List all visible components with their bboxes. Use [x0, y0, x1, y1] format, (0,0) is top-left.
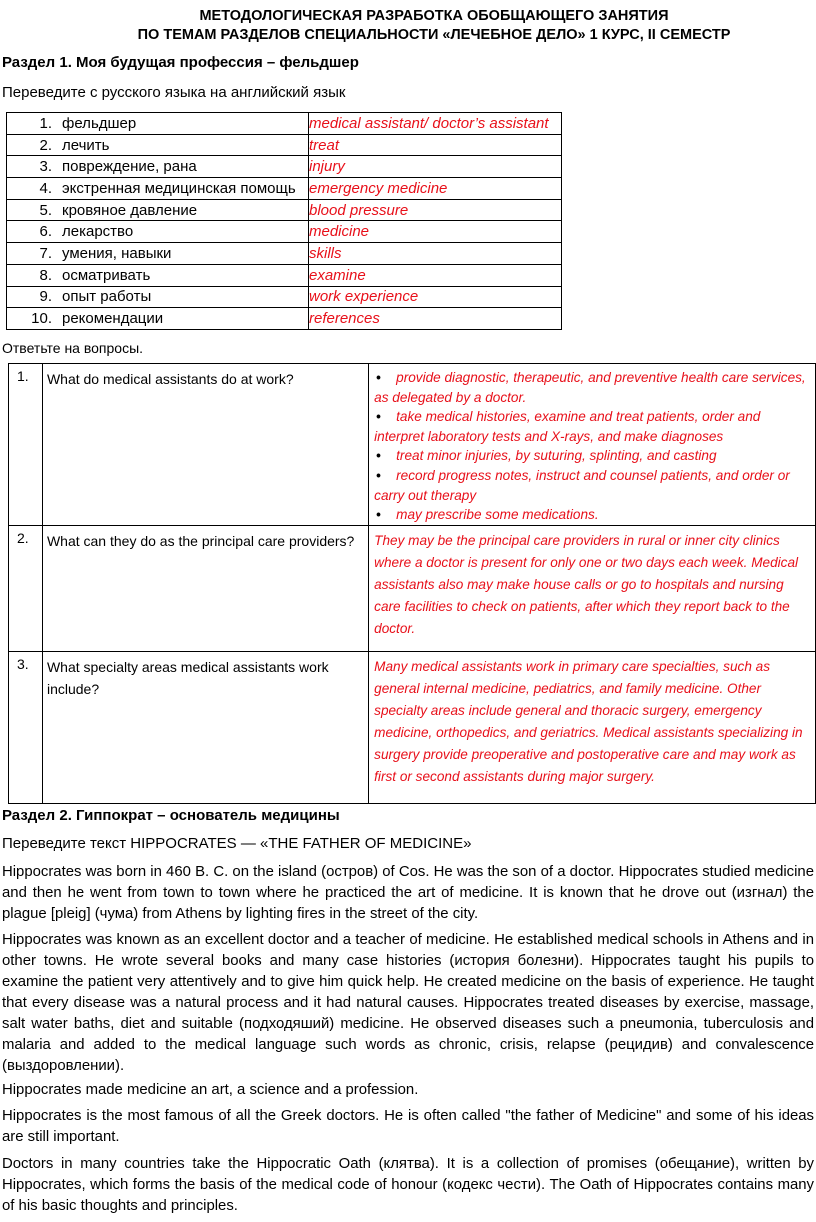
vocab-english-translation: references [309, 308, 562, 330]
question-text: What specialty areas medical assistants work include? [42, 651, 368, 803]
question-number: 2. [9, 525, 43, 651]
questions-instruction: Ответьте на вопросы. [2, 340, 144, 356]
vocab-russian-term: осматривать [56, 264, 309, 286]
vocab-row [7, 286, 562, 308]
vocab-english-translation: medical assistant/ doctor’s assistant [309, 113, 562, 135]
answer-text: They may be the principal care providers in rural or inner city clinics where a doctor is present for only one or two days each week. Medical assistants also may make house calls or go to hospitals and nursing care facilities to check on patients, after which they report back to the doctor. [369, 525, 816, 651]
vocab-number: 9. [7, 286, 57, 308]
document-title-line-2: ПО ТЕМАМ РАЗДЕЛОВ СПЕЦИАЛЬНОСТИ «ЛЕЧЕБНОЕ ДЕЛО» 1 КУРС, II СЕМЕСТР [137, 27, 731, 43]
question-number: 1. [9, 364, 43, 526]
vocab-english-translation: injury [309, 156, 562, 178]
section-1-heading: Раздел 1. Моя будущая профессия – фельдшер [2, 54, 359, 71]
vocab-english-translation: work experience [309, 286, 562, 308]
vocab-row [7, 156, 562, 178]
vocab-number: 10. [7, 308, 57, 330]
question-row [9, 651, 816, 803]
vocab-english-translation: medicine [309, 221, 562, 243]
vocab-russian-term: лечить [56, 134, 309, 156]
section-1-instruction: Переведите с русского языка на английский язык [2, 84, 346, 101]
answer-bullet: • take medical histories, examine and treat patients, order and interpret laboratory tests and X-rays, and make diagnoses [374, 407, 813, 446]
question-number: 3. [9, 651, 43, 803]
answer-bullet: • treat minor injuries, by suturing, splinting, and casting [374, 446, 813, 466]
vocab-russian-term: умения, навыки [56, 243, 309, 265]
vocab-russian-term: кровяное давление [56, 199, 309, 221]
vocab-english-translation: blood pressure [309, 199, 562, 221]
text-paragraph: Doctors in many countries take the Hippocratic Oath (клятва). It is a collection of promises (обещание), written by Hippocrates, which forms the basis of the medical code of honour (кодекс чести). The Oath of Hippocrates contains many of his basic thoughts and principles. [2, 1156, 814, 1214]
vocab-russian-term: фельдшер [56, 113, 309, 135]
questions-table [8, 363, 816, 804]
vocab-number: 5. [7, 199, 57, 221]
answer-bullet-list [374, 368, 813, 525]
vocab-english-translation: treat [309, 134, 562, 156]
vocab-row [7, 178, 562, 200]
text-paragraph: Hippocrates was born in 460 B. C. on the island (остров) of Cos. He was the son of a doctor. Hippocrates studied medicine and then he went from town to town where he practiced the art of medicine. It is known that he drove out (изгнал) the plague [pleig] (чума) from Athens by lighting fires in the street of the city. [2, 864, 814, 922]
question-row [9, 525, 816, 651]
vocab-russian-term: повреждение, рана [56, 156, 309, 178]
vocab-russian-term: опыт работы [56, 286, 309, 308]
vocab-number: 8. [7, 264, 57, 286]
text-paragraph: Hippocrates was known as an excellent doctor and a teacher of medicine. He established medical schools in Athens and in other towns. He wrote several books and many case histories (история болезни). Hippocrates taught his pupils to examine the patient very attentively and to give him quick help. He created medicine on the basis of experience. He taught that every disease was a natural process and it had natural causes. Hippocrates treated diseases by exercise, massage, salt water baths, diet and suitable (подходяший) medicine. He observed diseases such a pneumonia, tuberculosis and malaria and added to the medical language such words as chronic, crisis, relapse (рецидив) and convalescence (выздоровлении). [2, 932, 814, 1074]
vocab-english-translation: examine [309, 264, 562, 286]
section-2-instruction: Переведите текст HIPPOCRATES — «THE FATHER OF MEDICINE» [2, 835, 472, 852]
vocab-number: 1. [7, 113, 57, 135]
answer-bullet: • record progress notes, instruct and counsel patients, and order or carry out therapy [374, 466, 813, 505]
vocab-russian-term: лекарство [56, 221, 309, 243]
vocab-number: 7. [7, 243, 57, 265]
text-paragraph: Hippocrates made medicine an art, a science and a profession. [2, 1082, 419, 1098]
question-row [9, 364, 816, 526]
vocab-row [7, 264, 562, 286]
vocabulary-table [6, 112, 562, 330]
vocab-number: 2. [7, 134, 57, 156]
question-text: What can they do as the principal care providers? [42, 525, 368, 651]
vocab-number: 6. [7, 221, 57, 243]
vocab-row [7, 113, 562, 135]
vocab-row [7, 134, 562, 156]
answer-text: Many medical assistants work in primary care specialties, such as general internal medicine, pediatrics, and family medicine. Other specialty areas include general and thoracic surgery, emergency medicine, orthopedics, and geriatrics. Medical assistants specializing in surgery provide preoperative and postoperative care and may work as first or second assistants during major surgery. [369, 651, 816, 803]
vocab-number: 3. [7, 156, 57, 178]
vocab-row [7, 243, 562, 265]
answer-bullet: • may prescribe some medications. [374, 505, 813, 525]
vocab-row [7, 221, 562, 243]
vocab-russian-term: рекомендации [56, 308, 309, 330]
question-text: What do medical assistants do at work? [42, 364, 368, 526]
vocab-row [7, 308, 562, 330]
document-title-line-1: МЕТОДОЛОГИЧЕСКАЯ РАЗРАБОТКА ОБОБЩАЮЩЕГО ЗАНЯТИЯ [199, 8, 669, 24]
vocab-row [7, 199, 562, 221]
text-paragraph: Hippocrates is the most famous of all the Greek doctors. He is often called "the father of Medicine" and some of his ideas are still important. [2, 1108, 814, 1145]
section-2-heading: Раздел 2. Гиппократ – основатель медицины [2, 807, 340, 824]
answer-cell [369, 364, 816, 526]
vocab-english-translation: emergency medicine [309, 178, 562, 200]
answer-bullet: • provide diagnostic, therapeutic, and preventive health care services, as delegated by a doctor. [374, 368, 813, 407]
vocab-russian-term: экстренная медицинская помощь [56, 178, 309, 200]
vocab-english-translation: skills [309, 243, 562, 265]
vocab-number: 4. [7, 178, 57, 200]
